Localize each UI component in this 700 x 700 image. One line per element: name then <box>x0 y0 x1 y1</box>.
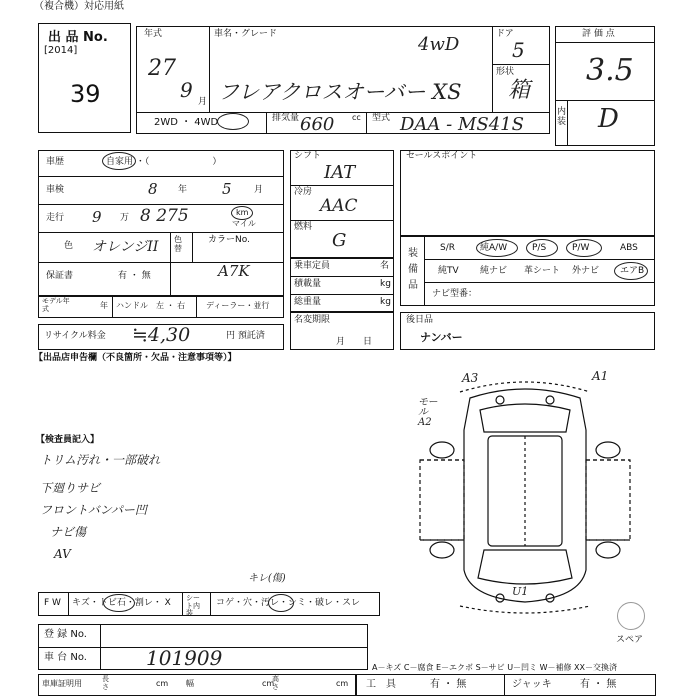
cert-length: 長さ <box>102 675 109 691</box>
mark-side: モール A2 <box>418 397 438 428</box>
warranty-label: 保証書 <box>46 271 74 281</box>
km-circle <box>231 206 253 220</box>
interior-label: 内装 <box>557 107 567 127</box>
warranty-options: 有 ・ 無 <box>118 271 151 281</box>
color-change-label: 色替 <box>174 235 182 253</box>
mileage-man-unit: 万 <box>120 213 130 223</box>
gross-unit: kg <box>380 297 391 307</box>
name-change-label: 名変期限 <box>294 315 331 325</box>
inspector-note-3: フロントバンパー凹 <box>40 503 147 517</box>
pw-circle <box>566 239 602 257</box>
handle-options: 左 ・ 右 <box>156 301 186 310</box>
fw-items: キズ・トビ石・割レ・ X <box>72 598 171 608</box>
equip-airbag: エアB <box>620 266 645 276</box>
shift-label: シフト <box>294 151 322 161</box>
equip-navi: 純ナビ <box>480 266 508 276</box>
tools-label: 工 具 <box>366 679 396 690</box>
displacement-label: 排気量 <box>272 113 300 123</box>
cert-row <box>38 674 356 696</box>
inspection-year: 8 <box>148 180 158 198</box>
spare-label: スペア <box>616 635 644 645</box>
cert-height: 高さ <box>272 675 279 691</box>
mark-a3: A3 <box>462 371 479 385</box>
inspector-note-1: トリム汚れ・一部破れ <box>40 453 161 467</box>
equip-aw: 純A/W <box>480 243 508 253</box>
chip-circle <box>103 594 135 612</box>
condition-note: キレ(傷) <box>248 573 286 584</box>
airbag-circle <box>614 262 648 280</box>
usage-options: 自家用 ・（ ） <box>106 157 222 167</box>
later-items-value: ナンバー <box>420 331 463 344</box>
drive-options: 2WD ・ 4WD <box>154 117 219 128</box>
equip-ext-navi: 外ナビ <box>572 266 600 276</box>
fuel-label: 燃料 <box>294 222 313 232</box>
rating-label: 評 価 点 <box>582 29 615 39</box>
registration-label: 登 録 No. <box>44 629 87 640</box>
chassis-label: 車 台 No. <box>44 652 87 663</box>
recycle-unit: 円 預託済 <box>226 331 265 341</box>
inspector-note-4: ナビ傷 <box>50 525 87 539</box>
navi-model-label: ナビ型番： <box>432 289 478 299</box>
color-no-value: A7K <box>218 262 250 280</box>
equipment-label: 装備品 <box>408 248 418 291</box>
mark-rear: U1 <box>512 585 529 598</box>
shape-label: 形状 <box>496 67 515 77</box>
equip-sr: S/R <box>440 243 455 253</box>
year-value: 27 <box>148 56 176 81</box>
fuel-value: G <box>332 230 347 251</box>
drive-4wd-circle <box>217 113 249 130</box>
color-no-label: カラーNo. <box>208 235 250 245</box>
capacity-label: 乗車定員 <box>294 261 331 271</box>
sales-point-block <box>400 150 655 236</box>
cert-width-unit: cm <box>262 679 275 688</box>
displacement-unit: cc <box>352 113 361 122</box>
shape-value: 箱 <box>508 78 531 103</box>
usage-label: 車歴 <box>46 157 65 167</box>
load-label: 積載量 <box>294 279 322 289</box>
inspection-month-suffix: 月 <box>254 185 264 195</box>
drive-note: 4wD <box>418 34 460 55</box>
year-label: 年式 <box>144 29 163 39</box>
aw-circle <box>476 239 518 257</box>
ps-circle <box>526 239 558 257</box>
model-year-unit: 年 <box>100 301 108 310</box>
door-value: 5 <box>512 38 525 62</box>
model-label: 型式 <box>372 113 391 123</box>
equip-tv: 純TV <box>438 266 459 276</box>
mileage-unit-km: km <box>236 208 249 217</box>
seat-items: コゲ・穴・汚レ・シミ・破レ・スレ <box>216 598 361 608</box>
model-year-label: モデル年式 <box>42 297 70 313</box>
private-use-circle <box>102 152 136 170</box>
later-items-label: 後日品 <box>406 315 434 325</box>
load-unit: kg <box>380 279 391 289</box>
form-title: （複合機）対応用紙 <box>34 1 124 12</box>
shift-value: IAT <box>324 162 356 183</box>
fw-label: F W <box>44 598 61 608</box>
equip-ps: P/S <box>532 243 547 253</box>
handle-label: ハンドル <box>116 301 148 310</box>
month-value: 9 <box>180 78 193 102</box>
dirt-circle <box>268 594 294 612</box>
entry-year: [2014] <box>44 45 78 56</box>
jack-label: ジャッキ <box>512 679 552 690</box>
name-change-unit: 月 日 <box>336 337 373 347</box>
gross-label: 総重量 <box>294 297 322 307</box>
inspector-label: 【検査員記入】 <box>36 435 100 445</box>
inspector-note-5: AV <box>54 547 71 561</box>
rating-score: 3.5 <box>586 53 634 88</box>
entry-number-label: 出 品 No. <box>48 30 108 45</box>
inspection-year-suffix: 年 <box>178 185 188 195</box>
door-label: ドア <box>496 29 514 39</box>
cert-length-unit: cm <box>156 679 169 688</box>
sales-point-label: セールスポイント <box>406 151 478 161</box>
seat-label: シート内装 <box>186 594 200 618</box>
cert-height-unit: cm <box>336 679 349 688</box>
inspection-label: 車検 <box>46 185 65 195</box>
mileage-man: 9 <box>92 208 102 226</box>
ac-value: AAC <box>320 196 358 216</box>
inspector-note-2: 下廻りサビ <box>40 481 101 495</box>
mileage-label: 走行 <box>46 213 65 223</box>
declaration-label: 【出品店申告欄（不良箇所・欠品・注意事項等）】 <box>34 353 237 363</box>
chassis-value: 101909 <box>146 646 223 670</box>
equip-abs: ABS <box>620 243 638 253</box>
model-value: DAA - MS41S <box>400 114 524 135</box>
name-label: 車名・グレード <box>214 29 278 39</box>
color-value: オレンジII <box>92 239 159 255</box>
damage-legend: A－キズ C－腐食 E－エクボ S－サビ U－凹ミ W－補修 XX－交換済 <box>372 663 618 672</box>
mileage-unit-mile: マイル <box>232 219 256 228</box>
cert-label: 車庫証明用 <box>42 679 82 688</box>
recycle-label: リサイクル料金 <box>44 331 106 341</box>
mark-a1: A1 <box>592 369 609 383</box>
equip-pw: P/W <box>572 243 590 253</box>
spare-icon <box>617 602 645 630</box>
entry-number: 39 <box>70 80 101 108</box>
recycle-value: ≒4,30 <box>132 324 191 346</box>
dealer-label: ディーラー・並行 <box>206 301 270 310</box>
color-label: 色 <box>64 241 74 251</box>
jack-options: 有 ・ 無 <box>580 679 617 690</box>
cert-width: 幅 <box>186 679 194 688</box>
inspection-month: 5 <box>222 180 232 198</box>
mileage-rest: 8 275 <box>140 206 189 226</box>
displacement-value: 660 <box>300 114 335 135</box>
capacity-unit: 名 <box>380 261 390 271</box>
ac-label: 冷房 <box>294 187 313 197</box>
interior-value: D <box>598 104 619 134</box>
equip-leather: 革シート <box>524 266 561 276</box>
tools-options: 有 ・ 無 <box>430 679 467 690</box>
vehicle-name: フレアクロスオーバー XS <box>218 80 462 104</box>
month-suffix: 月 <box>198 97 208 107</box>
